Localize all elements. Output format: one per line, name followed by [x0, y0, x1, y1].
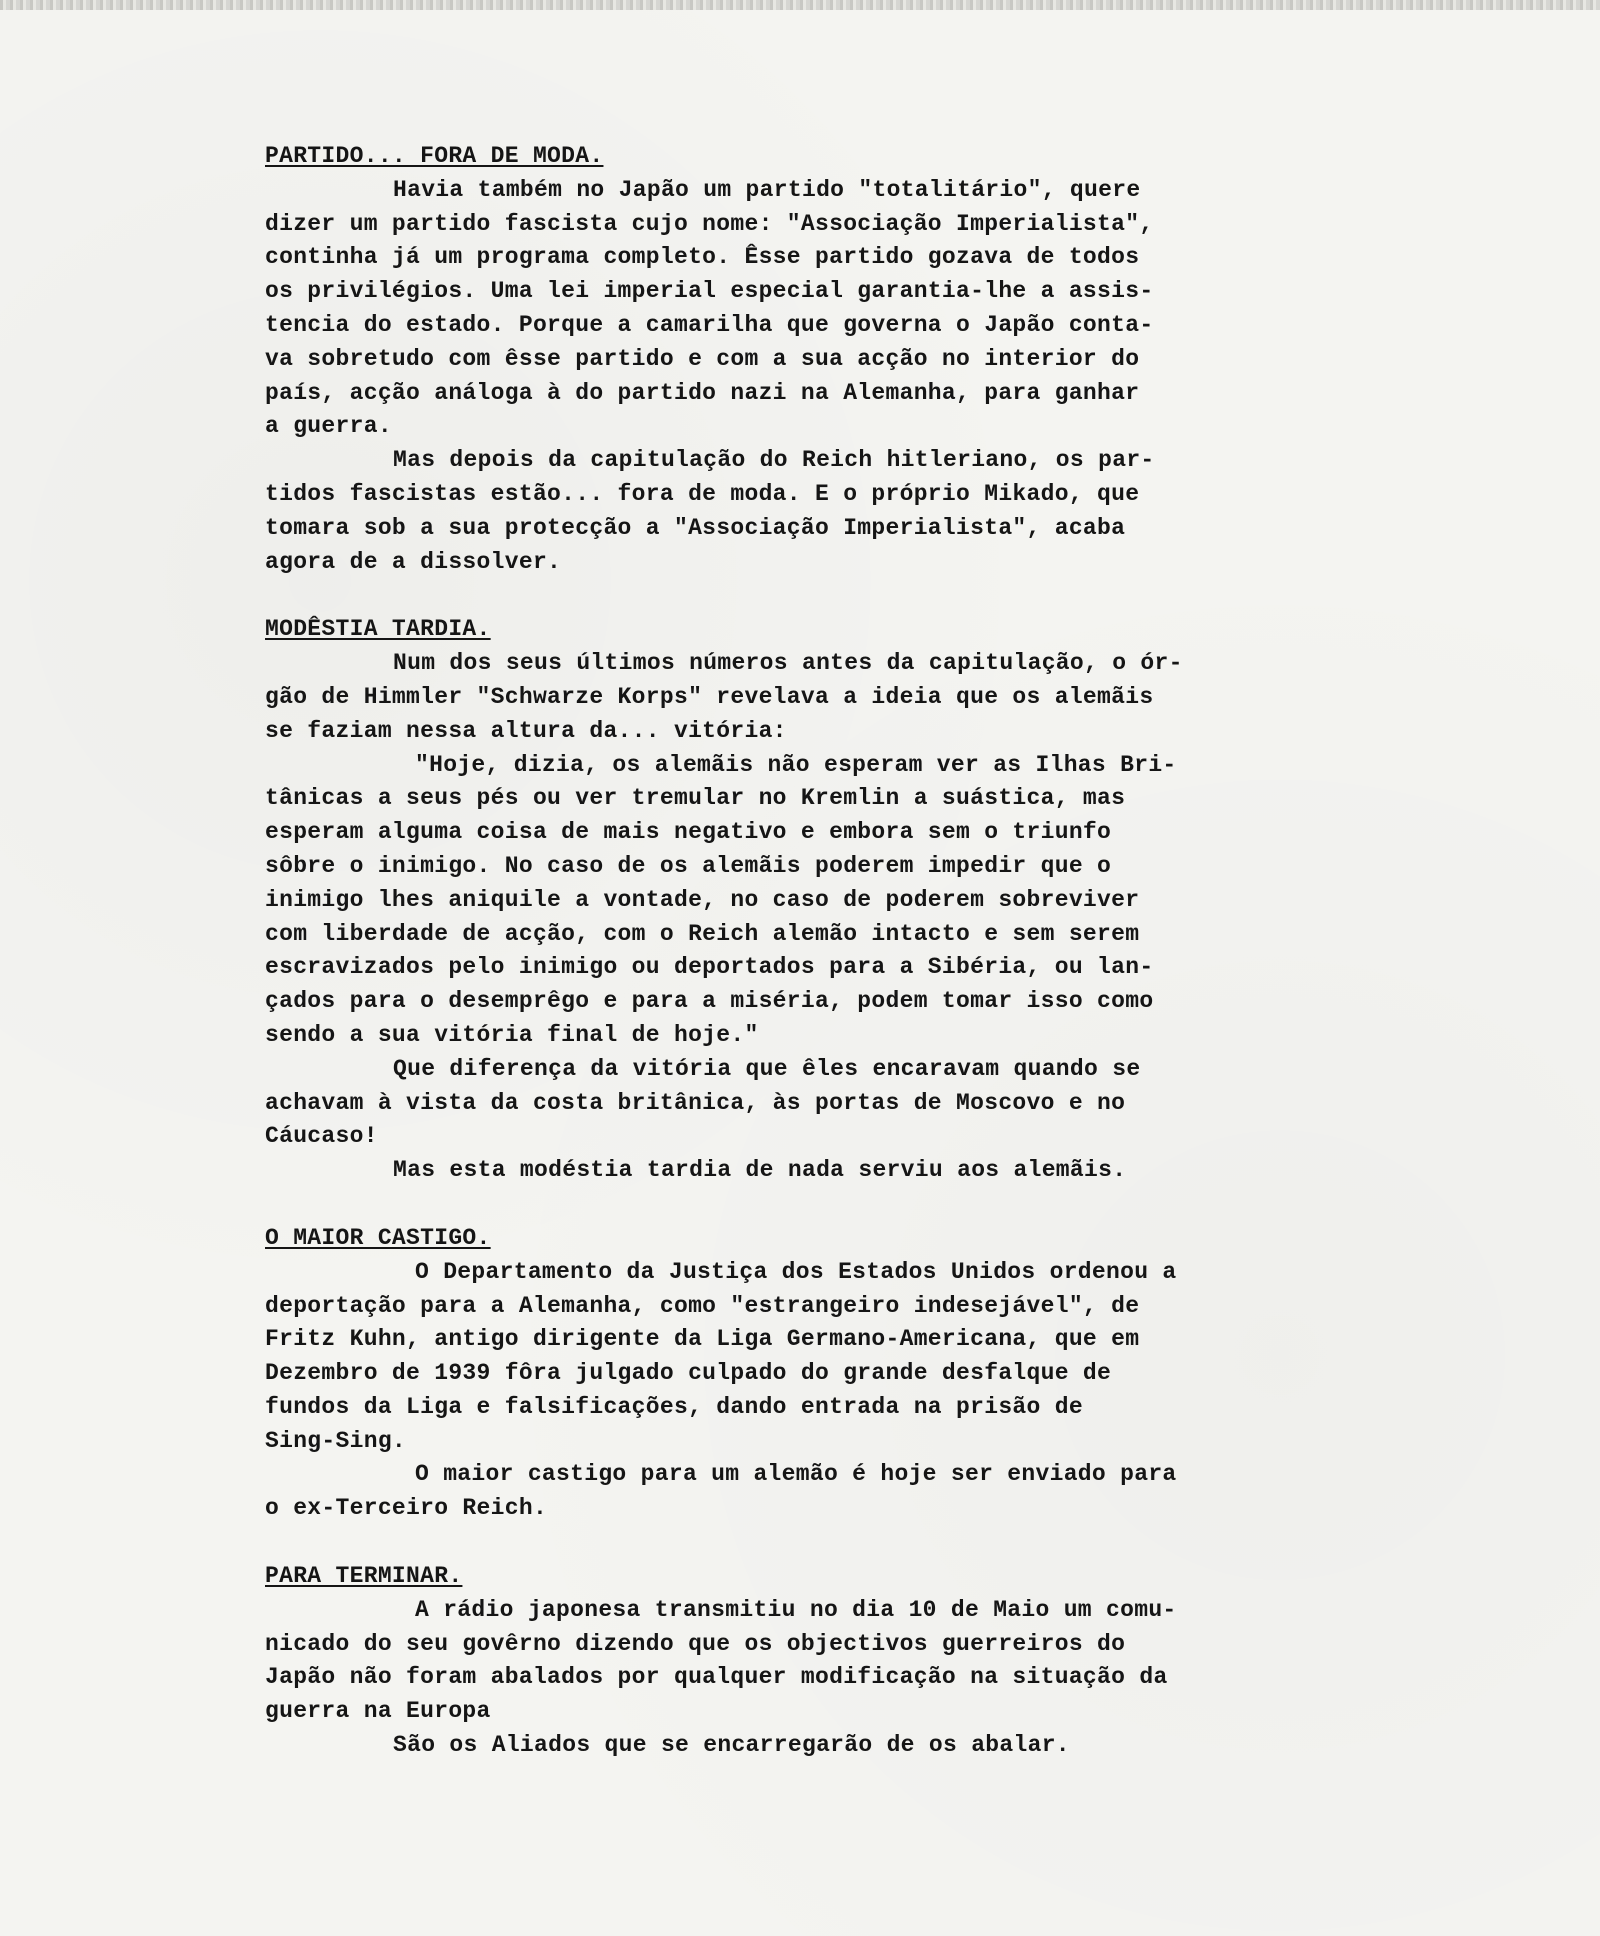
text-line: guerra na Europa [265, 1698, 491, 1725]
section-text [265, 174, 1315, 580]
text-line: esperam alguma coisa de mais negativo e embora sem o triunfo [265, 819, 1112, 846]
text-line: "Hoje, dizia, os alemãis não esperam ver as Ilhas Bri- [415, 751, 1177, 778]
text-line: sôbre o inimigo. No caso de os alemãis poderem impedir que o [265, 852, 1112, 879]
section-castigo [265, 1222, 1315, 1526]
section-text [265, 1594, 1315, 1763]
text-line: a guerra. [265, 413, 392, 440]
text-line: dizer um partido fascista cujo nome: "Associação Imperialista", [265, 210, 1154, 237]
text-line: Num dos seus últimos números antes da capitulação, o ór- [393, 650, 1183, 677]
text-line: Mas depois da capitulação do Reich hitleriano, os par- [393, 447, 1155, 474]
scan-top-edge [0, 0, 1600, 10]
section-heading: PARA TERMINAR. [265, 1563, 463, 1590]
section-partido [265, 140, 1315, 579]
text-line: O maior castigo para um alemão é hoje ser enviado para [415, 1461, 1177, 1488]
text-line: nicado do seu govêrno dizendo que os objectivos guerreiros do [265, 1630, 1126, 1657]
section-modestia [265, 613, 1315, 1188]
text-line: agora de a dissolver. [265, 548, 562, 575]
text-line: tidos fascistas estão... fora de moda. E o próprio Mikado, que [265, 480, 1140, 507]
section-gap [265, 1526, 1315, 1560]
text-line: tânicas a seus pés ou ver tremular no Kremlin a suástica, mas [265, 785, 1126, 812]
text-line: país, acção análoga à do partido nazi na Alemanha, para ganhar [265, 379, 1140, 406]
text-line: deportação para a Alemanha, como "estrangeiro indesejável", de [265, 1292, 1140, 1319]
text-line: gão de Himmler "Schwarze Korps" revelava a ideia que os alemãis [265, 683, 1154, 710]
section-text [265, 647, 1315, 1188]
section-heading: MODÊSTIA TARDIA. [265, 616, 491, 643]
text-line: tencia do estado. Porque a camarilha que governa o Japão conta- [265, 311, 1154, 338]
text-line: Havia também no Japão um partido "totalitário", quere [393, 176, 1141, 203]
text-line: continha já um programa completo. Êsse partido gozava de todos [265, 244, 1140, 271]
text-line: escravizados pelo inimigo ou deportados para a Sibéria, ou lan- [265, 954, 1154, 981]
text-line: Fritz Kuhn, antigo dirigente da Liga Germano-Americana, que em [265, 1326, 1140, 1353]
section-gap [265, 579, 1315, 613]
text-line: Mas esta modéstia tardia de nada serviu aos alemãis. [393, 1157, 1127, 1184]
text-line: fundos da Liga e falsificações, dando entrada na prisão de [265, 1393, 1083, 1420]
text-line: Sing-Sing. [265, 1427, 407, 1454]
text-line: çados para o desemprêgo e para a miséria, podem tomar isso como [265, 988, 1154, 1015]
document-body [265, 140, 1315, 1763]
text-line: tomara sob a sua protecção a "Associação Imperialista", acaba [265, 514, 1126, 541]
text-line: inimigo lhes aniquile a vontade, no caso de poderem sobreviver [265, 886, 1140, 913]
section-terminar [265, 1560, 1315, 1763]
text-line: Japão não foram abalados por qualquer modificação na situação da [265, 1664, 1168, 1691]
text-line: São os Aliados que se encarregarão de os abalar. [393, 1732, 1070, 1759]
section-heading: PARTIDO... FORA DE MODA. [265, 143, 604, 169]
text-line: A rádio japonesa transmitiu no dia 10 de Maio um comu- [415, 1596, 1177, 1623]
text-line: Cáucaso! [265, 1123, 378, 1150]
text-line: achavam à vista da costa britânica, às portas de Moscovo e no [265, 1089, 1126, 1116]
text-line: va sobretudo com êsse partido e com a sua acção no interior do [265, 345, 1140, 372]
text-line: se faziam nessa altura da... vitória: [265, 717, 787, 744]
text-line: com liberdade de acção, com o Reich alemão intacto e sem serem [265, 920, 1140, 947]
section-heading: O MAIOR CASTIGO. [265, 1224, 491, 1251]
text-line: sendo a sua vitória final de hoje." [265, 1021, 759, 1048]
text-line: Dezembro de 1939 fôra julgado culpado do grande desfalque de [265, 1360, 1112, 1387]
text-line: Que diferença da vitória que êles encaravam quando se [393, 1055, 1141, 1082]
section-text [265, 1256, 1315, 1526]
text-line: os privilégios. Uma lei imperial especial garantia-lhe a assis- [265, 278, 1154, 305]
section-gap [265, 1188, 1315, 1222]
text-line: o ex-Terceiro Reich. [265, 1495, 548, 1522]
text-line: O Departamento da Justiça dos Estados Unidos ordenou a [415, 1258, 1177, 1285]
